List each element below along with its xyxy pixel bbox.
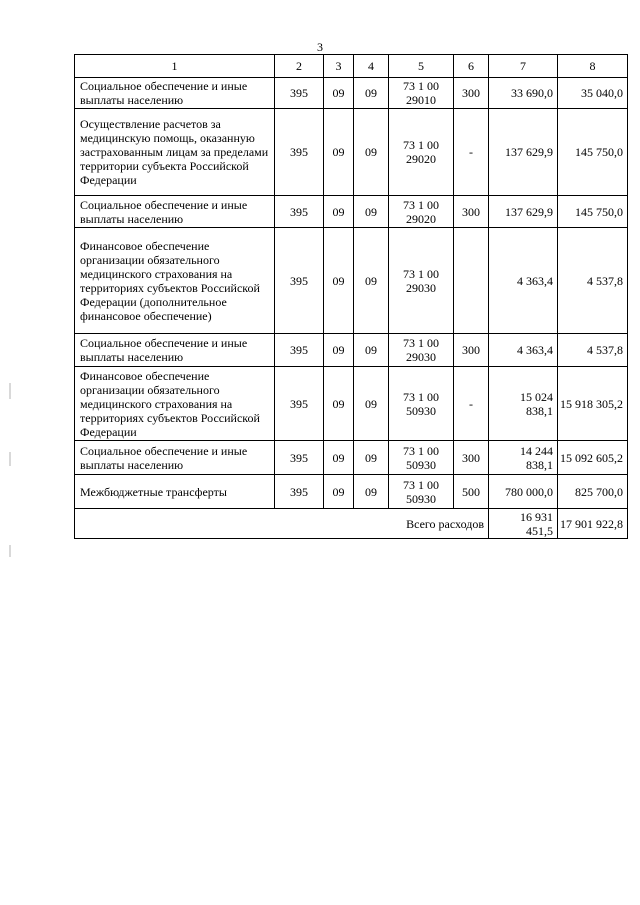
row-code-4: 09 bbox=[354, 109, 389, 196]
row-code-6: 300 bbox=[454, 78, 489, 109]
row-code-6 bbox=[454, 228, 489, 334]
row-code-5-line1: 73 1 00 bbox=[403, 477, 439, 492]
table-row bbox=[75, 109, 628, 196]
row-code-4: 09 bbox=[354, 78, 389, 109]
row-code-4: 09 bbox=[354, 441, 389, 475]
header-cell-3: 3 bbox=[324, 55, 354, 78]
row-code-2: 395 bbox=[275, 334, 324, 367]
header-cell-4: 4 bbox=[354, 55, 389, 78]
row-code-5-line1: 73 1 00 bbox=[403, 79, 439, 93]
row-amount-7: 137 629,9 bbox=[489, 196, 558, 228]
row-code-6: 500 bbox=[454, 475, 489, 509]
row-amount-8: 825 700,0 bbox=[558, 475, 628, 509]
row-code-5-line2: 29030 bbox=[406, 350, 436, 364]
total-row bbox=[75, 509, 628, 539]
table-row bbox=[75, 228, 628, 334]
row-name: Социальное обеспечение и иные выплаты населению bbox=[75, 334, 275, 367]
row-amount-7: 15 024 838,1 bbox=[489, 367, 558, 441]
row-amount-7: 33 690,0 bbox=[489, 78, 558, 109]
row-code-3: 09 bbox=[324, 475, 354, 509]
row-name: Социальное обеспечение и иные выплаты населению bbox=[75, 441, 275, 475]
table-row bbox=[75, 475, 628, 509]
row-code-5 bbox=[389, 228, 454, 334]
margin-mark bbox=[9, 452, 11, 466]
row-code-5 bbox=[389, 196, 454, 228]
row-code-2: 395 bbox=[275, 78, 324, 109]
row-code-5 bbox=[389, 475, 454, 509]
header-cell-5: 5 bbox=[389, 55, 454, 78]
header-cell-6: 6 bbox=[454, 55, 489, 78]
row-code-3: 09 bbox=[324, 78, 354, 109]
row-amount-7: 780 000,0 bbox=[489, 475, 558, 509]
row-amount-7: 137 629,9 bbox=[489, 109, 558, 196]
row-code-2: 395 bbox=[275, 441, 324, 475]
table-row bbox=[75, 196, 628, 228]
margin-mark bbox=[9, 545, 11, 557]
row-code-3: 09 bbox=[324, 196, 354, 228]
row-code-5-line1: 73 1 00 bbox=[403, 336, 439, 350]
row-code-3: 09 bbox=[324, 367, 354, 441]
row-code-5 bbox=[389, 334, 454, 367]
table-row bbox=[75, 334, 628, 367]
row-code-5 bbox=[389, 109, 454, 196]
row-code-5 bbox=[389, 78, 454, 109]
row-code-6: 300 bbox=[454, 196, 489, 228]
row-code-2: 395 bbox=[275, 196, 324, 228]
row-name: Финансовое обеспечение организации обязательного медицинского страхования на территориях субъектов Российской Федерации bbox=[75, 367, 275, 441]
row-amount-8: 4 537,8 bbox=[558, 334, 628, 367]
row-code-4: 09 bbox=[354, 196, 389, 228]
total-amount-7: 16 931 451,5 bbox=[489, 509, 558, 539]
row-amount-8: 145 750,0 bbox=[558, 109, 628, 196]
row-code-6: - bbox=[454, 109, 489, 196]
header-cell-1: 1 bbox=[75, 55, 275, 78]
row-code-5 bbox=[389, 367, 454, 441]
row-code-2: 395 bbox=[275, 109, 324, 196]
header-cell-8: 8 bbox=[558, 55, 628, 78]
row-name: Социальное обеспечение и иные выплаты населению bbox=[75, 196, 275, 228]
row-code-5-line2: 50930 bbox=[406, 491, 436, 506]
row-code-5-line1: 73 1 00 bbox=[403, 443, 439, 458]
row-code-5-line2: 29010 bbox=[406, 93, 436, 107]
row-code-5-line2: 50930 bbox=[406, 457, 436, 472]
row-code-2: 395 bbox=[275, 228, 324, 334]
row-code-4: 09 bbox=[354, 228, 389, 334]
budget-table bbox=[74, 54, 628, 539]
row-code-5-line1: 73 1 00 bbox=[403, 197, 439, 212]
row-code-3: 09 bbox=[324, 228, 354, 334]
row-amount-8: 15 918 305,2 bbox=[558, 367, 628, 441]
row-code-5-line2: 29020 bbox=[406, 152, 436, 166]
row-code-2: 395 bbox=[275, 367, 324, 441]
row-name: Осуществление расчетов за медицинскую помощь, оказанную застрахованным лицам за пределами территории субъекта Российской Федерации bbox=[75, 109, 275, 196]
row-code-6: 300 bbox=[454, 441, 489, 475]
row-code-2: 395 bbox=[275, 475, 324, 509]
row-code-4: 09 bbox=[354, 367, 389, 441]
row-code-5-line2: 29030 bbox=[406, 280, 436, 295]
row-amount-7: 4 363,4 bbox=[489, 228, 558, 334]
margin-mark bbox=[9, 383, 11, 399]
table-row bbox=[75, 441, 628, 475]
row-code-4: 09 bbox=[354, 334, 389, 367]
row-code-5-line1: 73 1 00 bbox=[403, 389, 439, 404]
row-code-3: 09 bbox=[324, 441, 354, 475]
header-cell-7: 7 bbox=[489, 55, 558, 78]
table-row bbox=[75, 78, 628, 109]
row-code-5-line1: 73 1 00 bbox=[403, 138, 439, 152]
row-code-6: 300 bbox=[454, 334, 489, 367]
row-code-6: - bbox=[454, 367, 489, 441]
row-code-3: 09 bbox=[324, 334, 354, 367]
row-code-5-line2: 50930 bbox=[406, 403, 436, 418]
row-amount-8: 15 092 605,2 bbox=[558, 441, 628, 475]
page-number: 3 bbox=[317, 40, 323, 54]
header-row bbox=[75, 55, 628, 78]
row-amount-7: 14 244 838,1 bbox=[489, 441, 558, 475]
total-amount-8: 17 901 922,8 bbox=[558, 509, 628, 539]
row-name: Межбюджетные трансферты bbox=[75, 475, 275, 509]
row-name: Финансовое обеспечение организации обязательного медицинского страхования на территориях субъектов Российской Федерации (дополнительное финансовое обеспечение) bbox=[75, 228, 275, 334]
row-code-4: 09 bbox=[354, 475, 389, 509]
row-code-3: 09 bbox=[324, 109, 354, 196]
row-code-5-line2: 29020 bbox=[406, 211, 436, 226]
row-amount-7: 4 363,4 bbox=[489, 334, 558, 367]
row-code-5 bbox=[389, 441, 454, 475]
row-name: Социальное обеспечение и иные выплаты населению bbox=[75, 78, 275, 109]
row-amount-8: 4 537,8 bbox=[558, 228, 628, 334]
row-amount-8: 35 040,0 bbox=[558, 78, 628, 109]
row-amount-8: 145 750,0 bbox=[558, 196, 628, 228]
total-label: Всего расходов bbox=[75, 509, 489, 539]
header-cell-2: 2 bbox=[275, 55, 324, 78]
table-row bbox=[75, 367, 628, 441]
row-code-5-line1: 73 1 00 bbox=[403, 266, 439, 281]
